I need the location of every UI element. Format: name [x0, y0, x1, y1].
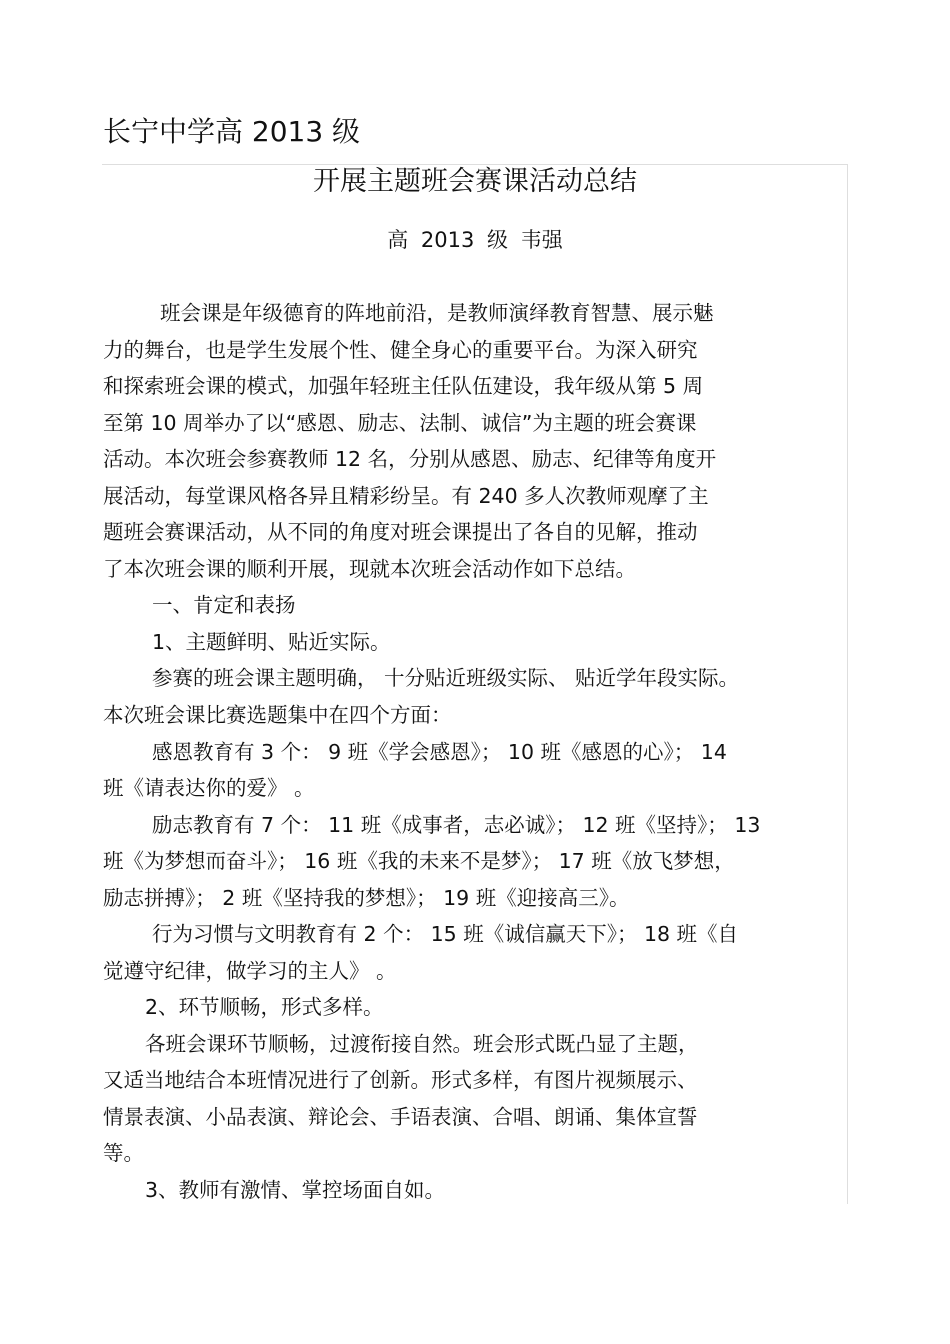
- paragraph-line: 励志拼搏》； 2 班《坚持我的梦想》； 19 班《迎接高三》。: [103, 886, 630, 910]
- paragraph-line: 又适当地结合本班情况进行了创新。形式多样，有图片视频展示、: [103, 1068, 698, 1092]
- school-header: 长宁中学高 2013 级: [103, 115, 361, 148]
- paragraph-line: 班《为梦想而奋斗》； 16 班《我的未来不是梦》； 17 班《放飞梦想，: [103, 849, 735, 873]
- paragraph-line: 行为习惯与文明教育有 2 个： 15 班《诚信赢天下》； 18 班《自: [152, 922, 739, 946]
- document-author: 高 2013 级 韦强: [387, 228, 563, 252]
- paragraph-line: 本次班会课比赛选题集中在四个方面：: [103, 703, 452, 727]
- paragraph-line: 至第 10 周举办了以“感恩、励志、法制、诚信”为主题的班会赛课: [103, 411, 697, 435]
- paragraph-line: 题班会赛课活动，从不同的角度对班会课提出了各自的见解，推动: [103, 520, 698, 544]
- paragraph-line: 等。: [103, 1141, 144, 1165]
- paragraph-line: 展活动，每堂课风格各异且精彩纷呈。有 240 多人次教师观摩了主: [103, 484, 709, 508]
- paragraph-line: 力的舞台，也是学生发展个性、健全身心的重要平台。为深入研究: [103, 338, 698, 362]
- paragraph-line: 和探索班会课的模式，加强年轻班主任队伍建设，我年级从第 5 周: [103, 374, 704, 398]
- paragraph-line: 活动。本次班会参赛教师 12 名，分别从感恩、励志、纪律等角度开: [103, 447, 717, 471]
- paragraph-line: 感恩教育有 3 个： 9 班《学会感恩》； 10 班《感恩的心》； 14: [152, 740, 727, 764]
- paragraph-line: 一、肯定和表扬: [152, 593, 296, 617]
- paragraph-line: 励志教育有 7 个： 11 班《成事者，志必诚》； 12 班《坚持》； 13: [152, 813, 761, 837]
- paragraph-line: 情景表演、小品表演、辩论会、手语表演、合唱、朗诵、集体宣誓: [103, 1105, 698, 1129]
- paragraph-line: 2、环节顺畅，形式多样。: [145, 995, 384, 1019]
- paragraph-line: 班《请表达你的爱》 。: [103, 776, 315, 800]
- document-title: 开展主题班会赛课活动总结: [313, 166, 637, 197]
- paragraph-line: 觉遵守纪律，做学习的主人》 。: [103, 959, 397, 983]
- paragraph-line: 各班会课环节顺畅，过渡衔接自然。班会形式既凸显了主题，: [145, 1032, 699, 1056]
- paragraph-line: 1、主题鲜明、贴近实际。: [152, 630, 391, 654]
- paragraph-line: 3、教师有激情、掌控场面自如。: [145, 1178, 446, 1202]
- paragraph-line: 参赛的班会课主题明确， 十分贴近班级实际、 贴近学年段实际。: [152, 666, 740, 690]
- paragraph-line: 班会课是年级德育的阵地前沿，是教师演绎教育智慧、展示魅: [160, 301, 714, 325]
- paragraph-line: 了本次班会课的顺利开展，现就本次班会活动作如下总结。: [103, 557, 636, 581]
